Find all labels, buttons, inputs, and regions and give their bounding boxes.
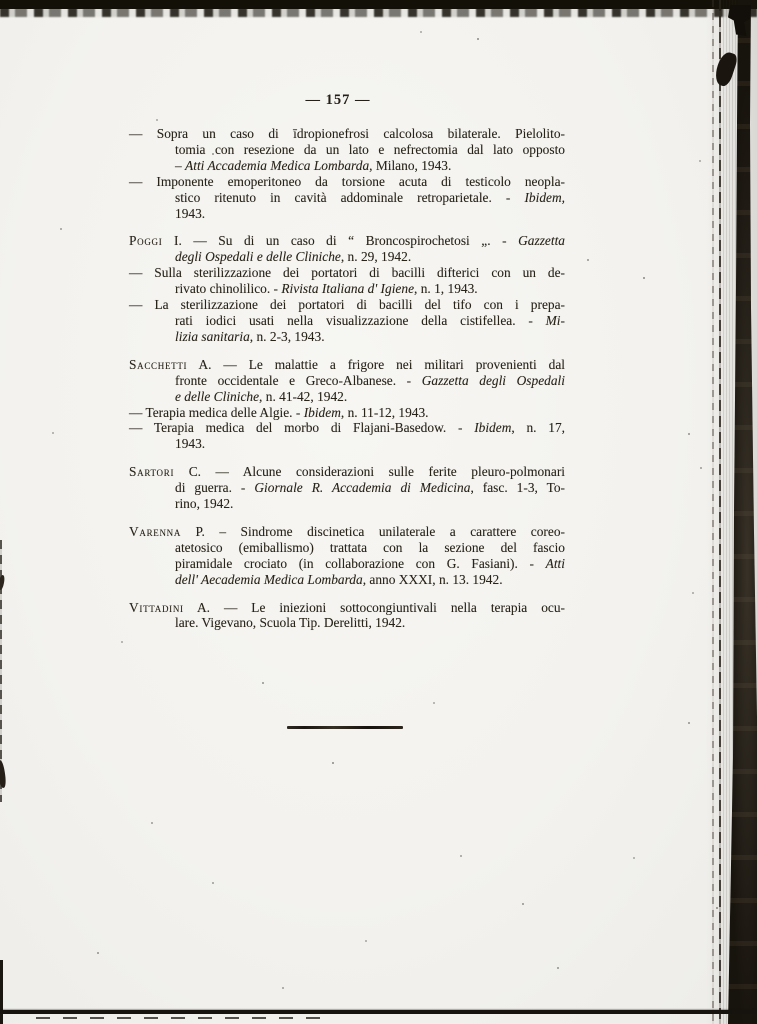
text-segment: , n. 17, bbox=[511, 420, 566, 436]
author-name: Sartori bbox=[129, 464, 175, 480]
bib-line bbox=[129, 249, 565, 265]
bib-line bbox=[129, 556, 565, 572]
bib-entry bbox=[129, 405, 565, 421]
bib-entry bbox=[129, 126, 565, 174]
bib-line bbox=[129, 600, 565, 616]
text-segment: Atti Accademia Medica Lombarda bbox=[185, 157, 370, 173]
text-segment: , Milano, 1943. bbox=[369, 157, 452, 173]
text-segment: — Terapia medica del morbo di Flajani-Basedow. - bbox=[129, 420, 475, 436]
text-segment: lizia sanitaria bbox=[175, 328, 250, 344]
text-segment: — Sulla sterilizzazione dei portatori di bacilli difterici con un de- bbox=[129, 265, 565, 281]
bib-line bbox=[129, 405, 565, 421]
text-segment: lare. Vigevano, Scuola Tip. Derelitti, 1942. bbox=[175, 615, 406, 631]
text-segment: atetosico (emiballismo) trattata con la sezione del fascio bbox=[175, 539, 565, 555]
bib-line bbox=[129, 540, 565, 556]
text-segment: , n. 41-42, 1942. bbox=[259, 388, 348, 404]
scan-left-blob-1 bbox=[0, 575, 5, 591]
text-segment: A. — Le malattie a frigore nei militari provenienti dal bbox=[187, 356, 565, 372]
bib-entry bbox=[129, 174, 565, 222]
bib-line bbox=[129, 329, 565, 345]
text-segment: dell' Aecademia Medica Lombarda bbox=[175, 571, 363, 587]
bibliography bbox=[129, 126, 565, 631]
bib-line bbox=[129, 572, 565, 588]
bib-line bbox=[129, 206, 565, 222]
text-segment: , fasc. 1-3, To- bbox=[470, 480, 565, 496]
bib-entry bbox=[129, 464, 565, 512]
text-segment: Ibidem, bbox=[524, 189, 565, 205]
bib-line bbox=[129, 281, 565, 297]
text-segment: , n. 2-3, 1943. bbox=[249, 328, 325, 344]
bib-line bbox=[129, 126, 565, 142]
text-segment: — Sopra un caso di īdropionefrosi calcolosa bilaterale. Pielolito- bbox=[129, 126, 565, 141]
text-segment: — La sterilizzazione dei portatori di bacilli del tifo con i prepa- bbox=[129, 297, 565, 313]
text-segment: 1943. bbox=[175, 205, 206, 221]
text-segment: 1943. bbox=[175, 436, 206, 452]
bib-line bbox=[129, 464, 565, 480]
text-segment: Atti bbox=[545, 555, 565, 571]
bib-line bbox=[129, 373, 565, 389]
text-segment: di guerra. - bbox=[175, 480, 255, 496]
bib-line bbox=[129, 357, 565, 373]
bib-entry bbox=[129, 297, 565, 345]
author-name: Sacchetti bbox=[129, 356, 188, 372]
bib-line bbox=[129, 142, 565, 158]
bib-group bbox=[129, 126, 565, 221]
text-segment: rino, 1942. bbox=[175, 496, 234, 512]
bib-group bbox=[129, 357, 565, 452]
author-name: Poggi bbox=[129, 233, 163, 249]
bib-entry bbox=[129, 524, 565, 588]
bib-line bbox=[129, 297, 565, 313]
section-end-rule bbox=[287, 726, 403, 729]
bib-line bbox=[129, 265, 565, 281]
bib-entry bbox=[129, 600, 565, 632]
bib-group bbox=[129, 600, 565, 632]
text-segment: , n. 11-12, 1943. bbox=[340, 404, 429, 420]
text-segment: , anno XXXI, n. 13. 1942. bbox=[362, 571, 503, 587]
text-segment: P. – Sindrome discinetica unilaterale a carattere coreo- bbox=[181, 523, 565, 539]
bib-line bbox=[129, 615, 565, 631]
text-segment: stico ritenuto in cavità addominale retroparietale. - bbox=[175, 189, 525, 205]
bib-line bbox=[129, 233, 565, 249]
bib-group bbox=[129, 233, 565, 344]
bib-line bbox=[129, 158, 565, 174]
scan-left-blob-2 bbox=[0, 760, 7, 789]
text-segment: rati iodici usati nella visualizzazione della cistifellea. - bbox=[175, 312, 546, 328]
bib-line bbox=[129, 313, 565, 329]
text-segment: fronte occidentale e Greco-Albanese. - bbox=[175, 372, 422, 388]
text-segment: Giornale R. Accademia di Medicina bbox=[254, 480, 471, 496]
text-segment: I. — Su di un caso di “ Broncospirochetosi „. - bbox=[162, 233, 519, 249]
text-segment: Gazzetta degli Ospedali bbox=[421, 372, 565, 388]
bib-line bbox=[129, 389, 565, 405]
scan-edge-top-ragged bbox=[0, 8, 757, 17]
text-segment: tomia con resezione da un lato e nefrectomia dal lato opposto bbox=[175, 141, 565, 157]
scan-noise-speckles bbox=[0, 0, 2, 2]
bib-entry bbox=[129, 265, 565, 297]
text-segment: , n. 29, 1942. bbox=[340, 249, 412, 265]
text-segment: — Terapia medica delle Algie. - bbox=[129, 404, 304, 420]
scan-edge-bottom-dashes bbox=[36, 1017, 326, 1019]
scan-edge-bottom-rule bbox=[0, 1010, 757, 1014]
text-segment: e delle Cliniche bbox=[175, 388, 260, 404]
author-name: Vittadini bbox=[129, 599, 184, 615]
text-segment: Ibidem bbox=[303, 404, 341, 420]
text-segment: — Imponente emoperitoneo da torsione acuta di testicolo neopla- bbox=[129, 173, 565, 189]
scan-edge-right-line-a bbox=[712, 0, 714, 1024]
bib-line bbox=[129, 174, 565, 190]
bib-line bbox=[129, 420, 565, 436]
text-segment: , n. 1, 1943. bbox=[414, 281, 478, 297]
text-segment: rivato chinolilico. - bbox=[175, 281, 282, 297]
text-segment: Ibidem bbox=[474, 420, 512, 436]
text-segment: Rivista Italiana d' Igiene bbox=[281, 281, 415, 297]
bib-line bbox=[129, 496, 565, 512]
bib-entry bbox=[129, 233, 565, 265]
bib-line bbox=[129, 524, 565, 540]
page-number: — 157 — bbox=[305, 92, 371, 108]
author-name: Varenna bbox=[129, 523, 182, 539]
text-segment: C. — Alcune considerazioni sulle ferite pleuro-polmonari bbox=[174, 464, 565, 480]
bib-line bbox=[129, 480, 565, 496]
text-segment: Mi- bbox=[545, 312, 565, 328]
bib-line bbox=[129, 190, 565, 206]
bib-entry bbox=[129, 420, 565, 452]
bib-group bbox=[129, 524, 565, 588]
text-segment: piramidale crociato (in collaborazione con G. Fasiani). - bbox=[175, 555, 546, 571]
scan-edge-left-bottom bbox=[0, 960, 3, 1024]
text-segment: degli Ospedali e delle Cliniche bbox=[175, 249, 341, 265]
bib-line bbox=[129, 436, 565, 452]
scan-edge-right-line-b bbox=[719, 0, 721, 1024]
text-segment: – bbox=[175, 157, 186, 173]
bib-group bbox=[129, 464, 565, 512]
text-segment: Gazzetta bbox=[518, 233, 565, 249]
text-segment: A. — Le iniezioni sottocongiuntivali nella terapia ocu- bbox=[183, 599, 565, 615]
bib-entry bbox=[129, 357, 565, 405]
